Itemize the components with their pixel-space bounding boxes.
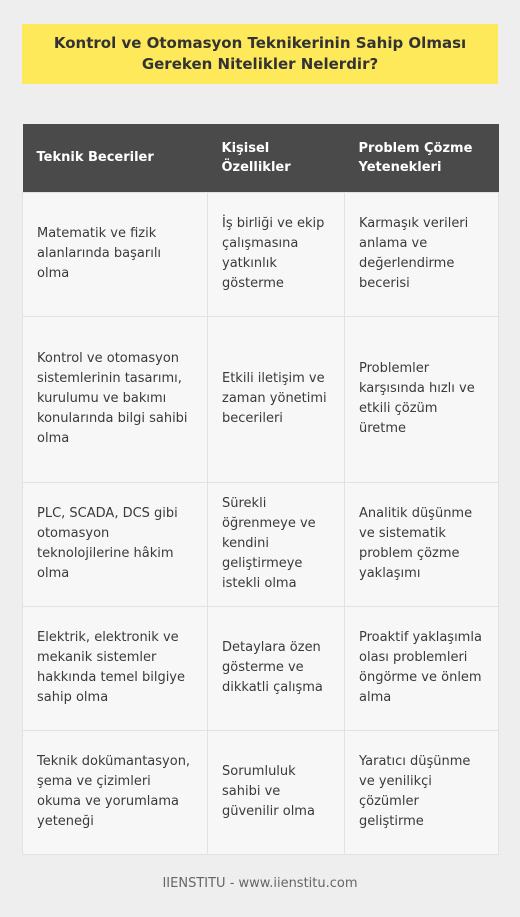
table-cell: İş birliği ve ekip çalışmasına yatkınlık gösterme (208, 192, 345, 316)
title-banner (22, 24, 498, 84)
qualifications-table (22, 124, 499, 855)
table-cell: Matematik ve fizik alanlarında başarılı olma (23, 192, 208, 316)
table-cell: Teknik dokümantasyon, şema ve çizimleri okuma ve yorumlama yeteneği (23, 730, 208, 854)
table-cell: Elektrik, elektronik ve mekanik sistemler hakkında temel bilgiye sahip olma (23, 606, 208, 730)
table-cell: Sürekli öğrenmeye ve kendini geliştirmeye istekli olma (208, 482, 345, 606)
table-cell: PLC, SCADA, DCS gibi otomasyon teknolojilerine hâkim olma (23, 482, 208, 606)
table-header-row (23, 124, 499, 192)
table-row (23, 316, 499, 482)
table-cell: Karmaşık verileri anlama ve değerlendirme becerisi (345, 192, 499, 316)
table-cell: Proaktif yaklaşımla olası problemleri öngörme ve önlem alma (345, 606, 499, 730)
table-row (23, 606, 499, 730)
header-technical-skills: Teknik Beceriler (23, 124, 208, 192)
footer-credit: IIENSTITU - www.iienstitu.com (162, 876, 358, 891)
qualifications-table-container (22, 124, 498, 855)
table-cell: Analitik düşünme ve sistematik problem çözme yaklaşımı (345, 482, 499, 606)
table-row (23, 730, 499, 854)
table-row (23, 482, 499, 606)
table-cell: Problemler karşısında hızlı ve etkili çözüm üretme (345, 316, 499, 482)
page-title: Kontrol ve Otomasyon Teknikerinin Sahip Olması Gereken Nitelikler Nelerdir? (53, 34, 467, 73)
table-cell: Detaylara özen gösterme ve dikkatli çalışma (208, 606, 345, 730)
header-problem-solving: Problem Çözme Yetenekleri (345, 124, 499, 192)
header-personal-traits: Kişisel Özellikler (208, 124, 345, 192)
table-row (23, 192, 499, 316)
table-cell: Kontrol ve otomasyon sistemlerinin tasarımı, kurulumu ve bakımı konularında bilgi sahibi olma (23, 316, 208, 482)
table-cell: Etkili iletişim ve zaman yönetimi becerileri (208, 316, 345, 482)
table-cell: Sorumluluk sahibi ve güvenilir olma (208, 730, 345, 854)
table-cell: Yaratıcı düşünme ve yenilikçi çözümler geliştirme (345, 730, 499, 854)
